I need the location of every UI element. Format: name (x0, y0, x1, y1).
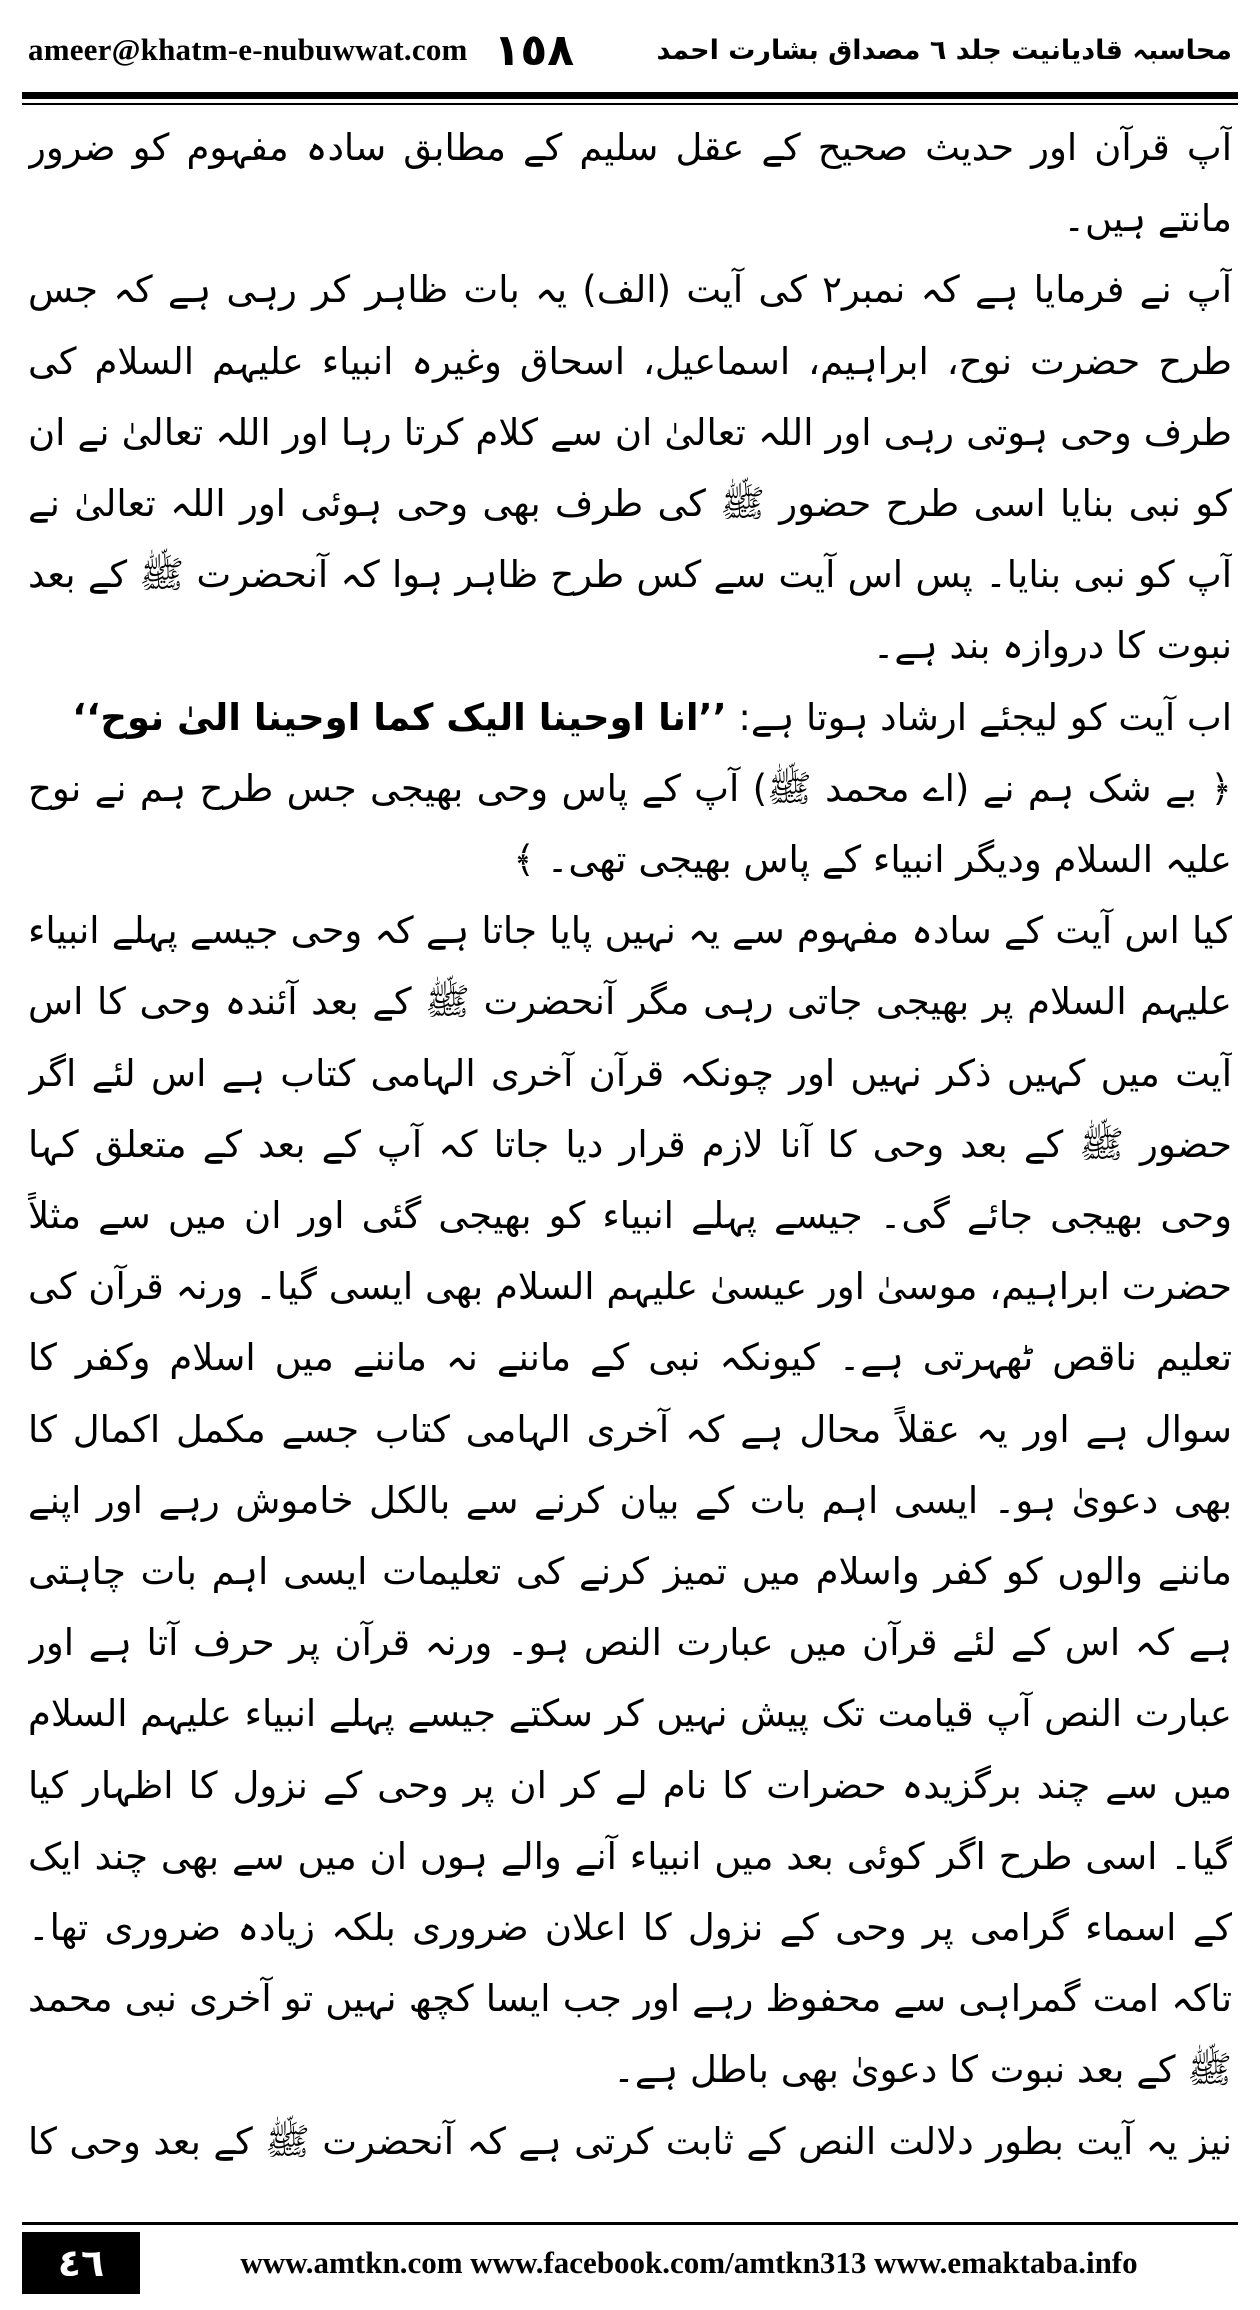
page-footer (22, 2232, 1238, 2294)
paragraph-5 (28, 2106, 1232, 2174)
header-email: ameer@khatm-e-nubuwwat.com (28, 32, 468, 67)
verse-translation (28, 753, 1232, 895)
body-text (28, 112, 1232, 2174)
header-left-group (28, 25, 574, 76)
verse-translation-start: ﴿ بے شک ہم نے (اے محمد (825, 766, 1232, 810)
verse-paragraph (28, 682, 1232, 753)
footer-links: www.amtkn.com www.facebook.com/amtkn313 www.emaktaba.info (240, 2245, 1138, 2280)
paragraph-4: کیا اس آیت کے سادہ مفہوم سے یہ نہیں پایا جاتا ہے کہ وحی جیسے پہلے انبیاء علیہم السلام پر بھیجی جاتی رہی مگر آنحضرت ﷺ کے بعد آئندہ وحی کا اس آیت میں کہیں ذکر نہیں اور چونکہ قرآن آخری الہامی کتاب ہے اس لئے اگر حضور ﷺ کے بعد وحی کا آنا لازم قرار دیا جاتا کہ آپ کے بعد کے متعلق کہا وحی بھیجی جائے گی۔ جیسے پہلے انبیاء کو بھیجی گئی اور ان میں سے مثلاً حضرت ابراہیم، موسیٰ اور عیسیٰ علیہم السلام بھی ایسی گیا۔ ورنہ قرآن کی تعلیم ناقص ٹھہرتی ہے۔ کیونکہ نبی کے ماننے نہ ماننے میں اسلام وکفر کا سوال ہے اور یہ عقلاً محال ہے کہ آخری الہامی کتاب جسے مکمل اکمال کا بھی دعویٰ ہو۔ ایسی اہم بات کے بیان کرنے سے بالکل خاموش رہے اور اپنے ماننے والوں کو کفر واسلام میں تمیز کرنے کی تعلیمات ایسی اہم بات چاہتی ہے کہ اس کے لئے قرآن میں عبارت النص ہو۔ ورنہ قرآن پر حرف آتا ہے اور عبارت النص آپ قیامت تک پیش نہیں کر سکتے جیسے پہلے انبیاء علیہم السلام میں سے چند برگزیدہ حضرات کا نام لے کر ان پر وحی کے نزول کا اظہار کیا گیا۔ اسی طرح اگر کوئی بعد میں انبیاء آنے والے ہوں ان میں سے بھی چند ایک کے اسماء گرامی پر وحی کے نزول کا اعلان ضروری بلکہ زیادہ ضروری تھا۔ تاکہ امت گمراہی سے محفوظ رہے اور جب ایسا کچھ نہیں تو آخری نبی محمد ﷺ کے بعد نبوت کا دعویٰ بھی باطل ہے۔ (28, 909, 1232, 2092)
footer-page-number: ٤٦ (22, 2232, 140, 2294)
header-divider-thin (22, 103, 1238, 105)
header-divider-thick (22, 92, 1238, 99)
footer-divider (22, 2222, 1238, 2225)
verse-intro: اب آیت کو لیجئے ارشاد ہوتا ہے: (738, 695, 1232, 739)
verse-translation-rest: ﷺ) آپ کے پاس وحی بھیجی جس طرح ہم نے نوح علیہ السلام ودیگر انبیاء کے پاس بھیجی تھی۔ ﴾ (28, 766, 1232, 882)
paragraph-2: آپ نے فرمایا ہے کہ نمبر٢ کی آیت (الف) یہ بات ظاہر کر رہی ہے کہ جس طرح حضرت نوح، ابراہیم، اسماعیل، اسحاق وغیرہ انبیاء علیہم السلام کی طرف وحی ہوتی رہی اور اللہ تعالیٰ ان سے کلام کرتا رہا اور اللہ تعالیٰ نے ان کو نبی بنایا اسی طرح حضور ﷺ کی طرف بھی وحی ہوئی اور اللہ تعالیٰ نے آپ کو نبی بنایا۔ پس اس آیت سے کس طرح ظاہر ہوا کہ آنحضرت ﷺ کے بعد نبوت کا دروازہ بند ہے۔ (28, 268, 1232, 668)
paragraph-1: آپ قرآن اور حدیث صحیح کے عقل سلیم کے مطابق سادہ مفہوم کو ضرور مانتے ہیں۔ (28, 126, 1232, 241)
verse-arabic: ’’انا اوحینا الیک کما اوحینا الیٰ نوح‘‘ (72, 695, 727, 739)
paragraph-5-text: نیز یہ آیت بطور دلالت النص کے ثابت کرتی ہے کہ آنحضرت ﷺ کے بعد وحی کا (28, 2119, 1232, 2163)
page-header (28, 18, 1232, 82)
header-page-number: ١٥٨ (493, 24, 575, 76)
header-book-title: محاسبہ قادیانیت جلد ٦ مصداق بشارت احمد (656, 34, 1232, 66)
